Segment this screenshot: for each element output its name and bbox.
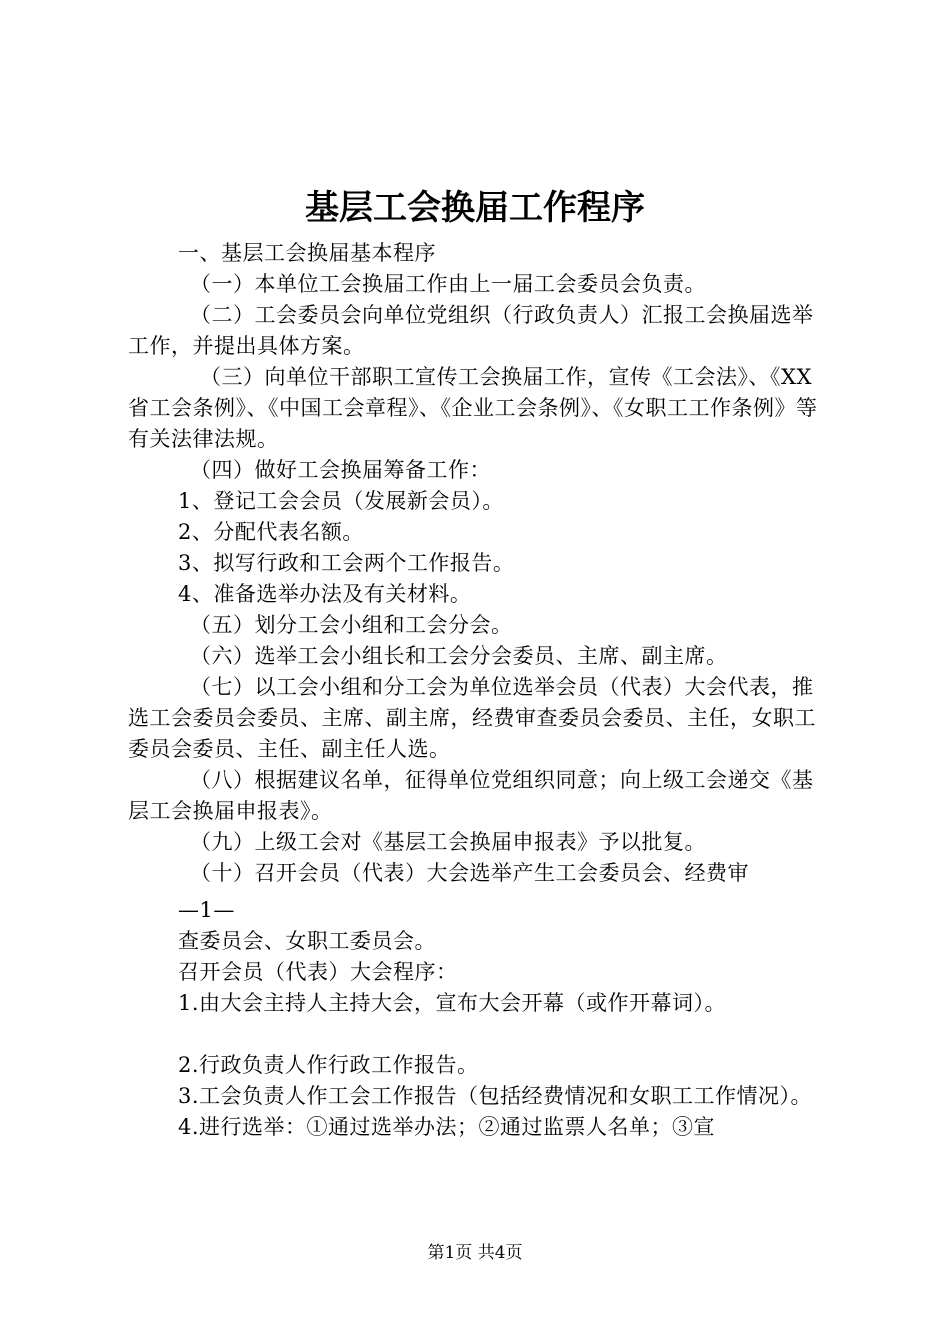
list-item: 3.工会负责人作工会工作报告（包括经费情况和女职工工作情况）。 [178, 1084, 813, 1108]
paragraph: 召开会员（代表）大会程序： [178, 960, 458, 984]
page-footer: 第1页 共4页 [427, 1243, 523, 1263]
paragraph: （三）向单位干部职工宣传工会换届工作，宣传《工会法》、《XX省工会条例》、《中国工会章程》、《企业工会条例》、《女职工工作条例》等有关法律法规。 [128, 365, 818, 451]
paragraph: （十）召开会员（代表）大会选举产生工会委员会、经费审 [190, 861, 749, 885]
paragraph: （九）上级工会对《基层工会换届申报表》予以批复。 [190, 830, 706, 854]
list-item: 2.行政负责人作行政工作报告。 [178, 1053, 479, 1077]
document-body [128, 238, 833, 1143]
document-title: 基层工会换届工作程序 [305, 188, 645, 228]
paragraph: （一）本单位工会换届工作由上一届工会委员会负责。 [190, 272, 706, 296]
paragraph: （五）划分工会小组和工会分会。 [190, 613, 513, 637]
blank-line [128, 1019, 833, 1050]
section-heading: 一、基层工会换届基本程序 [178, 241, 436, 265]
paragraph: （八）根据建议名单，征得单位党组织同意；向上级工会递交《基层工会换届申报表》。 [128, 768, 814, 823]
paragraph: 查委员会、女职工委员会。 [178, 929, 436, 953]
paragraph: （二）工会委员会向单位党组织（行政负责人）汇报工会换届选举工作，并提出具体方案。 [128, 303, 814, 358]
paragraph: （四）做好工会换届筹备工作： [190, 458, 491, 482]
list-item: 4、准备选举办法及有关材料。 [178, 582, 472, 606]
list-item: 1、登记工会会员（发展新会员）。 [178, 489, 504, 513]
paragraph: （六）选举工会小组长和工会分会委员、主席、副主席。 [190, 644, 728, 668]
list-item: 2、分配代表名额。 [178, 520, 364, 544]
list-item: 3、拟写行政和工会两个工作报告。 [178, 551, 515, 575]
paragraph: （七）以工会小组和分工会为单位选举会员（代表）大会代表，推选工会委员会委员、主席、副主席，经费审查委员会委员、主任，女职工委员会委员、主任、副主任人选。 [128, 675, 816, 761]
list-item: 4.进行选举：①通过选举办法；②通过监票人名单；③宣 [178, 1115, 716, 1139]
inline-page-number: —1— [178, 898, 235, 922]
list-item: 1.由大会主持人主持大会，宣布大会开幕（或作开幕词）。 [178, 991, 727, 1015]
